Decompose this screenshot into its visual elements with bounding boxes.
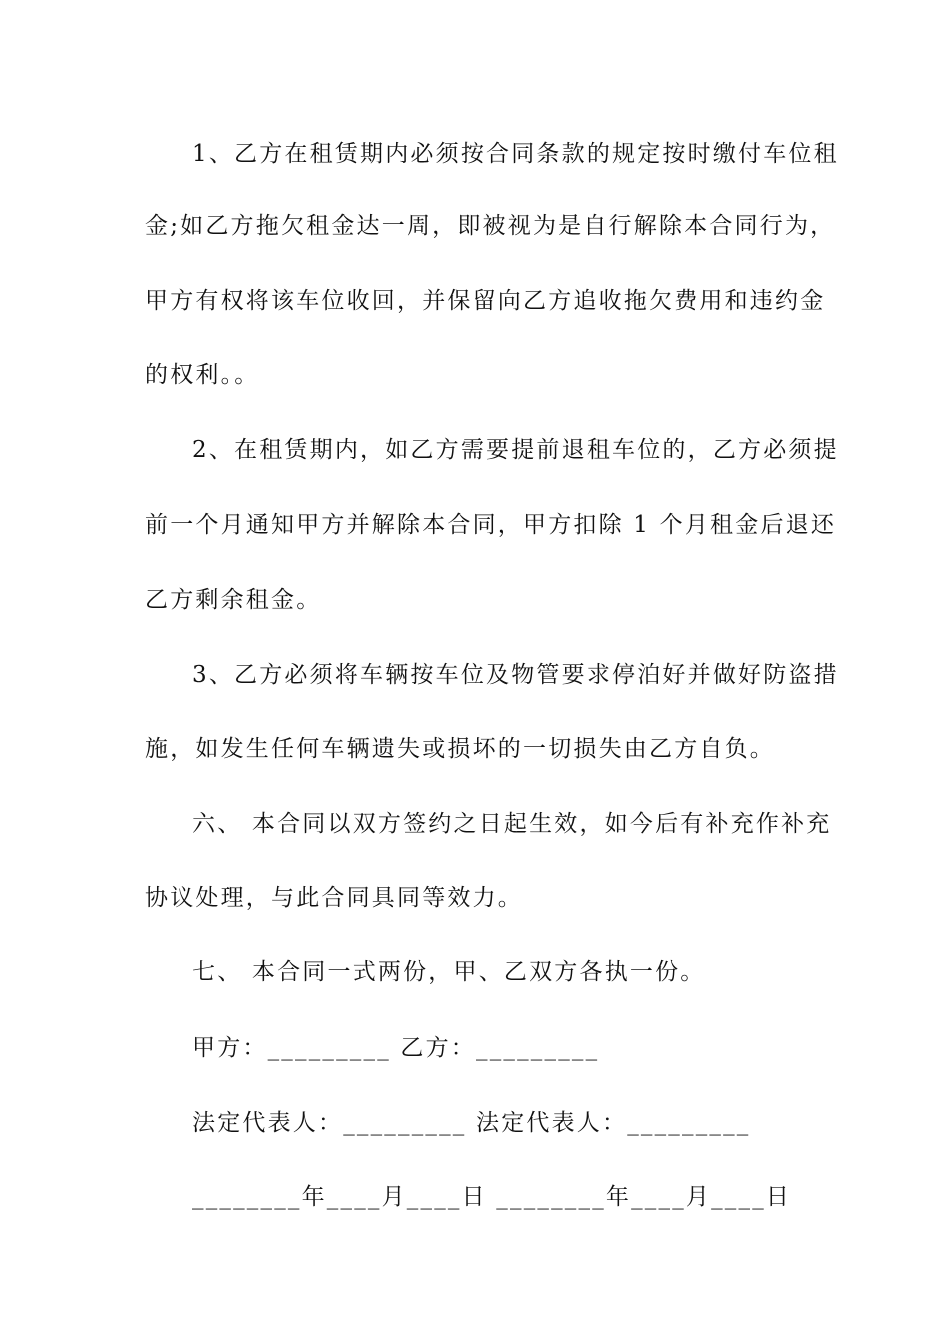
article-7-line: 七、 本合同一式两份，甲、乙双方各执一份。 <box>192 959 706 985</box>
clause-3-line-2: 施，如发生任何车辆遗失或损坏的一切损失由乙方自负。 <box>145 736 775 762</box>
clause-1-line-2: 金;如乙方拖欠租金达一周，即被视为是自行解除本合同行为， <box>145 213 836 239</box>
clause-3-line-1: 3、乙方必须将车辆按车位及物管要求停泊好并做好防盗措 <box>192 662 839 688</box>
clause-1-line-3: 甲方有权将该车位收回，并保留向乙方追收拖欠费用和违约金 <box>145 288 826 314</box>
date-line: ________年____月____日 ________年____月____日 <box>192 1184 792 1210</box>
party-signature-line: 甲方：_________ 乙方：_________ <box>192 1035 600 1061</box>
clause-1-line-4: 的权利。。 <box>145 362 260 388</box>
clause-2-line-1: 2、在租赁期内，如乙方需要提前退租车位的，乙方必须提 <box>192 437 839 463</box>
article-6-line-1: 六、 本合同以双方签约之日起生效，如今后有补充作补充 <box>192 811 832 837</box>
legal-representative-line: 法定代表人：_________ 法定代表人：_________ <box>192 1110 751 1136</box>
clause-2-line-3: 乙方剩余租金。 <box>145 587 322 613</box>
clause-2-line-2: 前一个月通知甲方并解除本合同，甲方扣除 1 个月租金后退还 <box>145 512 837 538</box>
clause-1-line-1: 1、乙方在租赁期内必须按合同条款的规定按时缴付车位租 <box>192 141 839 167</box>
article-6-line-2: 协议处理，与此合同具同等效力。 <box>145 885 523 911</box>
